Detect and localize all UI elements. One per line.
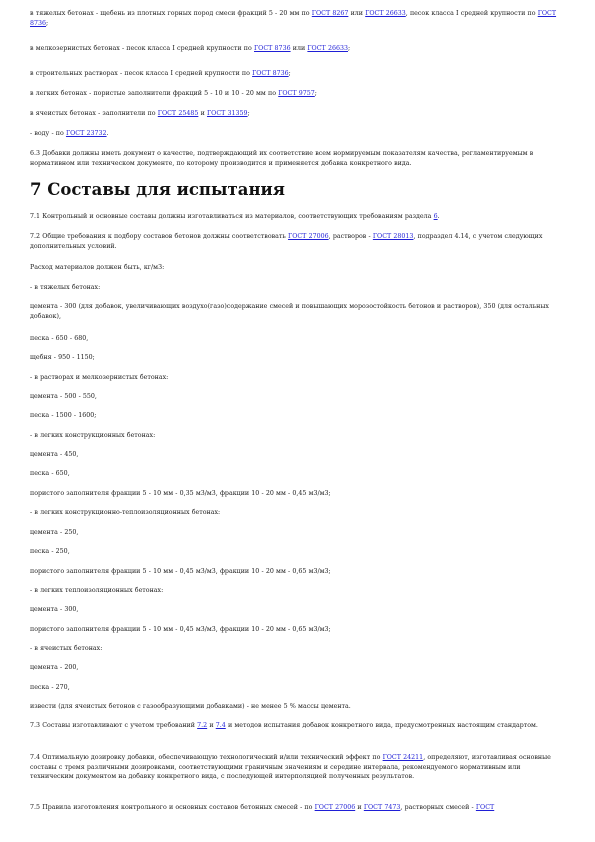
paragraph-text: пористого заполнителя фракции 5 - 10 мм - 0,45 м3/м3, фракции 10 - 20 мм - 0,65 м3/м3; — [30, 626, 331, 633]
paragraph — [30, 149, 565, 168]
standard-link[interactable]: ГОСТ 8736 — [252, 70, 289, 77]
standard-link[interactable]: ГОСТ 27006 — [314, 804, 356, 811]
paragraph-text: 7.1 Контрольный и основные составы должны изготавливаться из материалов, соответствующих требованиям раздела — [30, 213, 434, 220]
paragraph-text: . — [437, 213, 440, 220]
paragraph-text: - в легких конструкционных бетонах: — [30, 432, 156, 439]
paragraph-text: песка - 650, — [30, 470, 70, 477]
paragraph — [30, 411, 565, 421]
paragraph — [30, 69, 565, 79]
paragraph-text: 7.3 Составы изготавливают с учетом требований — [30, 722, 198, 729]
paragraph — [30, 803, 565, 813]
paragraph — [30, 605, 565, 615]
standard-link[interactable]: ГОСТ 23732 — [65, 130, 107, 137]
standard-link[interactable]: 6 — [433, 213, 438, 220]
paragraph-text: , определяют, изготавливая основные составы с тремя различными дозировками, соответствующими граничным значениям и середине интервала, рекомендуемого нормативным или техническим документом на добавку конкретного вида, с последующей интерполяцией полученных результатов. — [30, 754, 551, 781]
paragraph-text: , подраздел 4.14, с учетом следующих дополнительных условий. — [30, 233, 543, 250]
paragraph-text: в строительных растворах - песок класса I средней крупности по — [30, 70, 253, 77]
paragraph — [30, 508, 565, 518]
section-heading: 7 Составы для испытания — [30, 180, 285, 199]
standard-link[interactable]: ГОСТ 28013 — [372, 233, 414, 240]
paragraph-text: пористого заполнителя фракции 5 - 10 мм - 0,35 м3/м3, фракции 10 - 20 мм - 0,45 м3/м3; — [30, 490, 331, 497]
paragraph-text: песка - 650 - 680, — [30, 335, 89, 342]
paragraph-text: песка - 1500 - 1600; — [30, 412, 97, 419]
paragraph-text: 6.3 Добавки должны иметь документ о качестве, подтверждающий их соответствие всем нормируемым показателям качества, регламентируемым в нормативном или техническом документе, по которому производится и применяется добавка конкретного вида. — [30, 150, 534, 167]
paragraph — [30, 212, 565, 222]
standard-link[interactable]: ГОСТ 7473 — [363, 804, 401, 811]
paragraph-text: - в легких конструкционно-теплоизоляционных бетонах: — [30, 509, 221, 516]
paragraph-text: ; — [347, 45, 351, 52]
standard-link[interactable]: ГОСТ 26633 — [365, 10, 406, 17]
paragraph-text: щебня - 950 - 1150; — [30, 354, 95, 361]
paragraph — [30, 334, 565, 344]
paragraph — [30, 392, 565, 402]
paragraph — [30, 663, 565, 673]
paragraph — [30, 528, 565, 538]
paragraph-text: 7.2 Общие требования к подбору составов бетонов должны соответствовать — [30, 233, 289, 240]
standard-link[interactable]: ГОСТ 8736 — [30, 10, 557, 27]
paragraph-text: ; — [247, 110, 250, 117]
paragraph-text: , песок класса I средней крупности по — [405, 10, 538, 17]
paragraph-text: - в ячеистых бетонах: — [30, 645, 103, 652]
paragraph — [30, 232, 565, 251]
paragraph-text: и — [198, 110, 207, 117]
paragraph-text: ; — [314, 90, 317, 97]
paragraph — [30, 489, 565, 499]
paragraph — [30, 721, 565, 731]
paragraph-text: 7.5 Правила изготовления контрольного и основных составов бетонных смесей - по — [30, 804, 315, 811]
paragraph-text: или — [290, 45, 308, 52]
paragraph-text: цемента - 300 (для добавок, увеличивающих воздухо(газо)содержание смесей и повышающих морозостойкость бетонов и растворов), 350 (для остальных добавок), — [30, 303, 549, 320]
standard-link[interactable]: ГОСТ 8267 — [311, 10, 349, 17]
paragraph-text: 7.4 Оптимальную дозировку добавки, обеспечивающую технологический и/или технический эффект по — [30, 754, 383, 761]
paragraph-text: или — [348, 10, 366, 17]
paragraph — [30, 586, 565, 596]
paragraph-text: в тяжелых бетонах - щебень из плотных горных пород смеси фракций 5 - 20 мм по — [30, 10, 312, 17]
paragraph — [30, 44, 565, 54]
paragraph-text: и методов испытания добавок конкретного вида, предусмотренных настоящим стандартом. — [225, 722, 538, 729]
paragraph-text: цемента - 500 - 550, — [30, 393, 97, 400]
paragraph-text: цемента - 200, — [30, 664, 79, 671]
paragraph-text: цемента - 300, — [30, 606, 79, 613]
paragraph — [30, 547, 565, 557]
paragraph — [30, 263, 565, 273]
paragraph — [30, 283, 565, 293]
paragraph-text: ; — [288, 70, 291, 77]
standard-link[interactable]: ГОСТ — [475, 804, 495, 811]
standard-link[interactable]: ГОСТ 25485 — [157, 110, 199, 117]
paragraph-text: - в растворах и мелкозернистых бетонах: — [30, 374, 169, 381]
paragraph-text: песка - 270, — [30, 684, 70, 691]
standard-link[interactable]: ГОСТ 27006 — [288, 233, 329, 240]
standard-link[interactable]: ГОСТ 31359 — [206, 110, 248, 117]
paragraph-text: . — [106, 130, 109, 137]
standard-link[interactable]: ГОСТ 26633 — [307, 45, 348, 52]
paragraph — [30, 469, 565, 479]
paragraph-text: в легких бетонах - пористые заполнители фракций 5 - 10 и 10 - 20 мм по — [30, 90, 279, 97]
paragraph-text: , растворных смесей - — [400, 804, 476, 811]
paragraph — [30, 353, 565, 363]
paragraph-text: в мелкозернистых бетонах - песок класса I средней крупности по — [30, 45, 254, 52]
paragraph-text: и — [207, 722, 216, 729]
paragraph-text: - в тяжелых бетонах: — [30, 284, 101, 291]
standard-link[interactable]: 7.4 — [215, 722, 226, 729]
paragraph-text: в ячеистых бетонах - заполнители по — [30, 110, 158, 117]
paragraph-text: ; — [46, 19, 49, 27]
paragraph — [30, 129, 565, 139]
paragraph-text: песка - 250, — [30, 548, 70, 555]
paragraph — [30, 753, 565, 782]
paragraph — [30, 450, 565, 460]
paragraph-text: Расход материалов должен быть, кг/м3: — [30, 264, 165, 271]
paragraph-text: пористого заполнителя фракции 5 - 10 мм - 0,45 м3/м3, фракции 10 - 20 мм - 0,65 м3/м3; — [30, 568, 331, 575]
standard-link[interactable]: 7.2 — [197, 722, 208, 729]
paragraph — [30, 683, 565, 693]
paragraph — [30, 109, 565, 119]
paragraph-text: цемента - 250, — [30, 529, 79, 536]
paragraph — [30, 373, 565, 383]
paragraph — [30, 567, 565, 577]
paragraph — [30, 702, 565, 712]
paragraph — [30, 9, 565, 28]
paragraph — [30, 89, 565, 99]
paragraph-text: - воду - по — [30, 130, 66, 137]
standard-link[interactable]: ГОСТ 24211 — [382, 754, 424, 761]
paragraph — [30, 431, 565, 441]
paragraph — [30, 625, 565, 635]
paragraph-text: цемента - 450, — [30, 451, 79, 458]
paragraph-text: и — [355, 804, 364, 811]
paragraph — [30, 302, 565, 321]
paragraph — [30, 644, 565, 654]
paragraph-text: , растворов - — [328, 233, 373, 240]
paragraph-text: извести (для ячеистых бетонов с газообразующими добавками) - не менее 5 % массы цемента. — [30, 703, 351, 710]
standard-link[interactable]: ГОСТ 9757 — [278, 90, 315, 97]
standard-link[interactable]: ГОСТ 8736 — [254, 45, 291, 52]
paragraph-text: - в легких теплоизоляционных бетонах: — [30, 587, 164, 594]
